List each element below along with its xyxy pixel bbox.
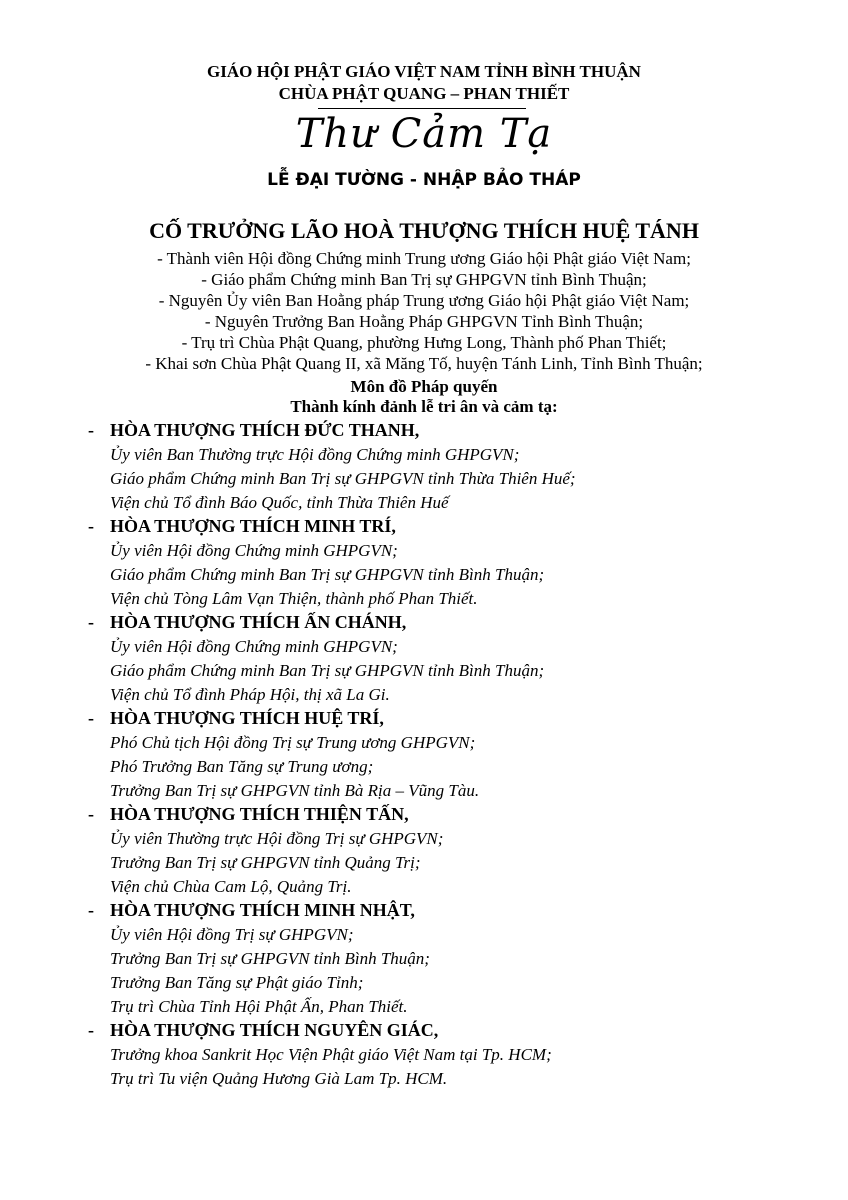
entry-title-line: Giáo phẩm Chứng minh Ban Trị sự GHPGVN tỉnh Thừa Thiên Huế; bbox=[110, 469, 576, 488]
entry-title-line: Ủy viên Hội đồng Trị sự GHPGVN; bbox=[110, 925, 354, 944]
honoree-role: - Thành viên Hội đồng Chứng minh Trung ương Giáo hội Phật giáo Việt Nam; bbox=[157, 249, 691, 268]
entry-name-text: HÒA THƯỢNG THÍCH ẤN CHÁNH, bbox=[110, 612, 407, 632]
entry-name bbox=[88, 899, 808, 923]
entry-dash: - bbox=[88, 900, 94, 920]
list-item bbox=[88, 803, 808, 899]
entry-name-text: HÒA THƯỢNG THÍCH ĐỨC THANH, bbox=[110, 420, 420, 440]
entry-dash: - bbox=[88, 1020, 94, 1040]
intro-family: Môn đồ Pháp quyến bbox=[350, 377, 498, 396]
entry-title-line: Phó Trưởng Ban Tăng sự Trung ương; bbox=[110, 757, 374, 776]
entry-title-line: Ủy viên Hội đồng Chứng minh GHPGVN; bbox=[110, 637, 398, 656]
letter-title: Thư Cảm Tạ bbox=[295, 111, 553, 157]
honoree-role: - Nguyên Ủy viên Ban Hoằng pháp Trung ương Giáo hội Phật giáo Việt Nam; bbox=[158, 291, 690, 310]
entry-name bbox=[88, 1019, 808, 1043]
entry-title-line: Trưởng Ban Trị sự GHPGVN tỉnh Bà Rịa – Vũng Tàu. bbox=[110, 781, 480, 800]
header-temple: CHÙA PHẬT QUANG – PHAN THIẾT bbox=[278, 84, 570, 103]
entry-title-line: Ủy viên Thường trực Hội đồng Trị sự GHPGVN; bbox=[110, 829, 444, 848]
honoree-role: - Trụ trì Chùa Phật Quang, phường Hưng Long, Thành phố Phan Thiết; bbox=[181, 333, 667, 352]
entry-name bbox=[88, 515, 808, 539]
entry-title-line: Trưởng Ban Trị sự GHPGVN tỉnh Quảng Trị; bbox=[110, 853, 421, 872]
entry-dash: - bbox=[88, 708, 94, 728]
entry-dash: - bbox=[88, 804, 94, 824]
ceremony-subtitle: LỄ ĐẠI TƯỜNG - NHẬP BẢO THÁP bbox=[267, 170, 581, 190]
entry-title-line: Trụ trì Chùa Tỉnh Hội Phật Ấn, Phan Thiết. bbox=[110, 997, 408, 1016]
entry-title-line: Giáo phẩm Chứng minh Ban Trị sự GHPGVN tỉnh Bình Thuận; bbox=[110, 565, 545, 584]
list-item bbox=[88, 515, 808, 611]
entry-dash: - bbox=[88, 612, 94, 632]
entry-name-text: HÒA THƯỢNG THÍCH MINH NHẬT, bbox=[110, 900, 415, 920]
entry-name-text: HÒA THƯỢNG THÍCH MINH TRÍ, bbox=[110, 516, 396, 536]
list-item bbox=[88, 611, 808, 707]
honoree-role: - Khai sơn Chùa Phật Quang II, xã Măng Tố, huyện Tánh Linh, Tỉnh Bình Thuận; bbox=[145, 354, 703, 373]
honoree-role: - Giáo phẩm Chứng minh Ban Trị sự GHPGVN tỉnh Bình Thuận; bbox=[201, 270, 647, 289]
entry-name-text: HÒA THƯỢNG THÍCH HUỆ TRÍ, bbox=[110, 708, 384, 728]
header-divider bbox=[318, 108, 526, 109]
thanks-list bbox=[88, 419, 808, 1091]
entry-name bbox=[88, 611, 808, 635]
entry-dash: - bbox=[88, 420, 94, 440]
list-item bbox=[88, 419, 808, 515]
entry-name-text: HÒA THƯỢNG THÍCH NGUYÊN GIÁC, bbox=[110, 1020, 439, 1040]
entry-title-line: Trụ trì Tu viện Quảng Hương Già Lam Tp. HCM. bbox=[110, 1069, 448, 1088]
list-item bbox=[88, 899, 808, 1019]
entry-name-text: HÒA THƯỢNG THÍCH THIỆN TẤN, bbox=[110, 804, 409, 824]
entry-title-line: Viện chủ Chùa Cam Lộ, Quảng Trị. bbox=[110, 877, 352, 896]
entry-name bbox=[88, 419, 808, 443]
entry-title-line: Trưởng Ban Trị sự GHPGVN tỉnh Bình Thuận; bbox=[110, 949, 430, 968]
list-item bbox=[88, 707, 808, 803]
entry-name bbox=[88, 707, 808, 731]
entry-name bbox=[88, 803, 808, 827]
entry-title-line: Ủy viên Hội đồng Chứng minh GHPGVN; bbox=[110, 541, 398, 560]
entry-title-line: Giáo phẩm Chứng minh Ban Trị sự GHPGVN tỉnh Bình Thuận; bbox=[110, 661, 545, 680]
header-organization: GIÁO HỘI PHẬT GIÁO VIỆT NAM TỈNH BÌNH THUẬN bbox=[207, 62, 641, 81]
entry-title-line: Trưởng Ban Tăng sự Phật giáo Tỉnh; bbox=[110, 973, 364, 992]
honoree-roles bbox=[0, 248, 848, 374]
honoree-role: - Nguyên Trưởng Ban Hoằng Pháp GHPGVN Tỉnh Bình Thuận; bbox=[204, 312, 644, 331]
entry-title-line: Viện chủ Tòng Lâm Vạn Thiện, thành phố Phan Thiết. bbox=[110, 589, 478, 608]
honoree-name: CỐ TRƯỞNG LÃO HOÀ THƯỢNG THÍCH HUỆ TÁNH bbox=[149, 218, 699, 243]
entry-title-line: Ủy viên Ban Thường trực Hội đồng Chứng minh GHPGVN; bbox=[110, 445, 520, 464]
entry-title-line: Viện chủ Tổ đình Pháp Hội, thị xã La Gi. bbox=[110, 685, 390, 704]
intro-thanks: Thành kính đảnh lễ tri ân và cảm tạ: bbox=[290, 397, 558, 416]
entry-dash: - bbox=[88, 516, 94, 536]
entry-title-line: Viện chủ Tổ đình Báo Quốc, tỉnh Thừa Thiên Huế bbox=[110, 493, 449, 512]
list-item bbox=[88, 1019, 808, 1091]
entry-title-line: Trưởng khoa Sankrit Học Viện Phật giáo Việt Nam tại Tp. HCM; bbox=[110, 1045, 552, 1064]
entry-title-line: Phó Chủ tịch Hội đồng Trị sự Trung ương GHPGVN; bbox=[110, 733, 476, 752]
